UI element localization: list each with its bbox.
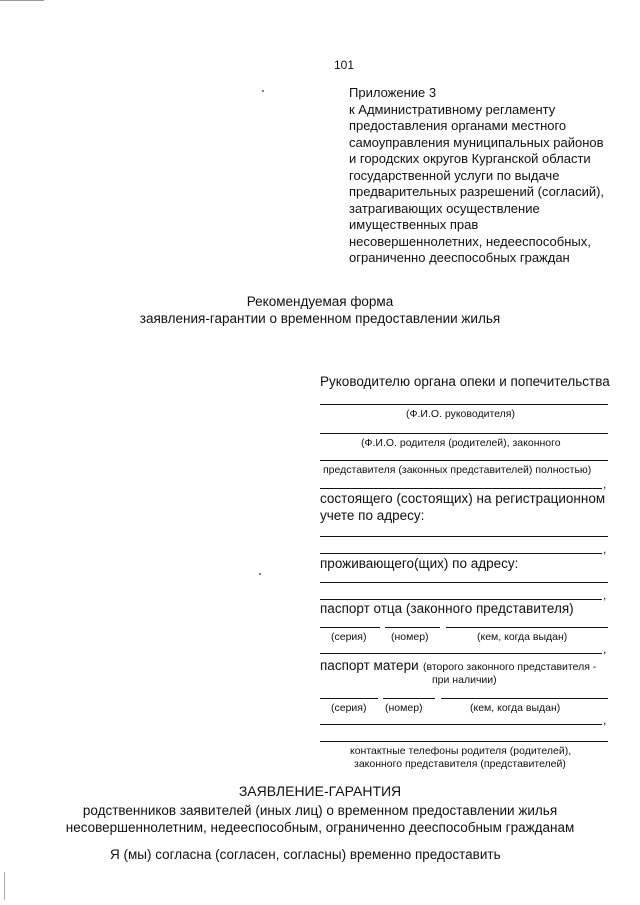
scan-edge-mark [4,872,5,900]
mother-passport-issued-field[interactable] [441,698,608,699]
comma: , [603,542,607,556]
statement-subtitle [0,802,640,836]
parent-name-field[interactable] [320,433,608,434]
number-caption: (номер) [385,702,423,714]
appendix-block [349,85,639,267]
father-passport-label: паспорт отца (законного представителя) [320,601,574,616]
scan-speck [259,573,261,575]
parent-name-caption: (Ф.И.О. родителя (родителей), законного [361,437,561,449]
form-title [0,293,640,327]
addressee-heading: Руководителю органа опеки и попечительства [320,374,610,389]
phones-caption: контактные телефоны родителя (родителей), [350,745,572,757]
number-caption: (номер) [391,631,429,643]
form-title-line-2: заявления-гарантии о временном предоставлении жилья [139,311,501,326]
mother-passport-note: (второго законного представителя - [423,661,597,673]
issued-caption: (кем, когда выдан) [470,702,561,714]
comma: , [603,642,607,656]
head-name-caption: (Ф.И.О. руководителя) [406,408,515,420]
page-number: 101 [334,58,355,72]
appendix-line: ограниченно дееспособных граждан [349,250,570,265]
registered-address-field-2[interactable] [320,553,602,554]
statement-subtitle-line-2: несовершеннолетним, недееспособным, ограниченно дееспособным гражданам [65,820,575,835]
phones-caption-cont: законного представителя (представителей) [354,758,566,770]
father-passport-issued-field[interactable] [446,627,608,628]
mother-passport-series-field[interactable] [320,698,378,699]
mother-passport-label: паспорт матери [320,658,419,673]
scan-edge-mark [0,0,44,1]
mother-passport-number-field[interactable] [383,698,435,699]
comma: , [603,477,607,491]
appendix-line: имущественных прав [349,217,479,232]
parent-name-field-3[interactable] [320,488,602,489]
appendix-line: самоуправления муниципальных районов [349,134,604,150]
father-passport-number-field[interactable] [385,627,440,628]
residing-address-field-2[interactable] [320,599,602,600]
appendix-line: государственной услуги по выдаче [349,167,560,183]
series-caption: (серия) [331,702,367,714]
registered-address-field[interactable] [320,536,608,537]
contact-phones-field[interactable] [320,741,608,742]
parent-name-caption-2: представителя (законных представителей) полностью) [323,464,592,476]
comma: , [603,713,607,727]
appendix-line: предоставления органами местного [349,118,567,133]
comma: , [603,588,607,602]
residing-label: проживающего(щих) по адресу: [320,556,519,571]
series-caption: (серия) [331,631,367,643]
appendix-line: к Административному регламенту [349,101,556,117]
registered-label: состоящего (состоящих) на регистрационном [320,491,606,506]
mother-passport-note-cont: при наличии) [432,674,497,686]
scan-speck [262,90,264,92]
father-passport-extra-field[interactable] [320,653,602,654]
registered-label-cont: учете по адресу: [320,508,425,523]
head-name-field[interactable] [320,404,608,405]
appendix-line: и городских округов Курганской области [349,151,591,166]
residing-address-field[interactable] [320,582,608,583]
form-title-line-1: Рекомендуемая форма [246,294,394,309]
father-passport-series-field[interactable] [320,627,380,628]
appendix-line: несовершеннолетних, недееспособных, [349,233,591,249]
appendix-line: Приложение 3 [349,85,437,100]
parent-name-field-2[interactable] [320,460,608,461]
issued-caption: (кем, когда выдан) [477,631,568,643]
appendix-line: затрагивающих осуществление [349,200,540,216]
mother-passport-extra-field[interactable] [320,724,602,725]
appendix-line: предварительных разрешений (согласий), [349,184,605,199]
statement-subtitle-line-1: родственников заявителей (иных лиц) о временном предоставлении жилья [82,803,558,818]
consent-text: Я (мы) согласна (согласен, согласны) временно предоставить [110,847,501,862]
statement-title: ЗАЯВЛЕНИЕ-ГАРАНТИЯ [238,783,402,799]
